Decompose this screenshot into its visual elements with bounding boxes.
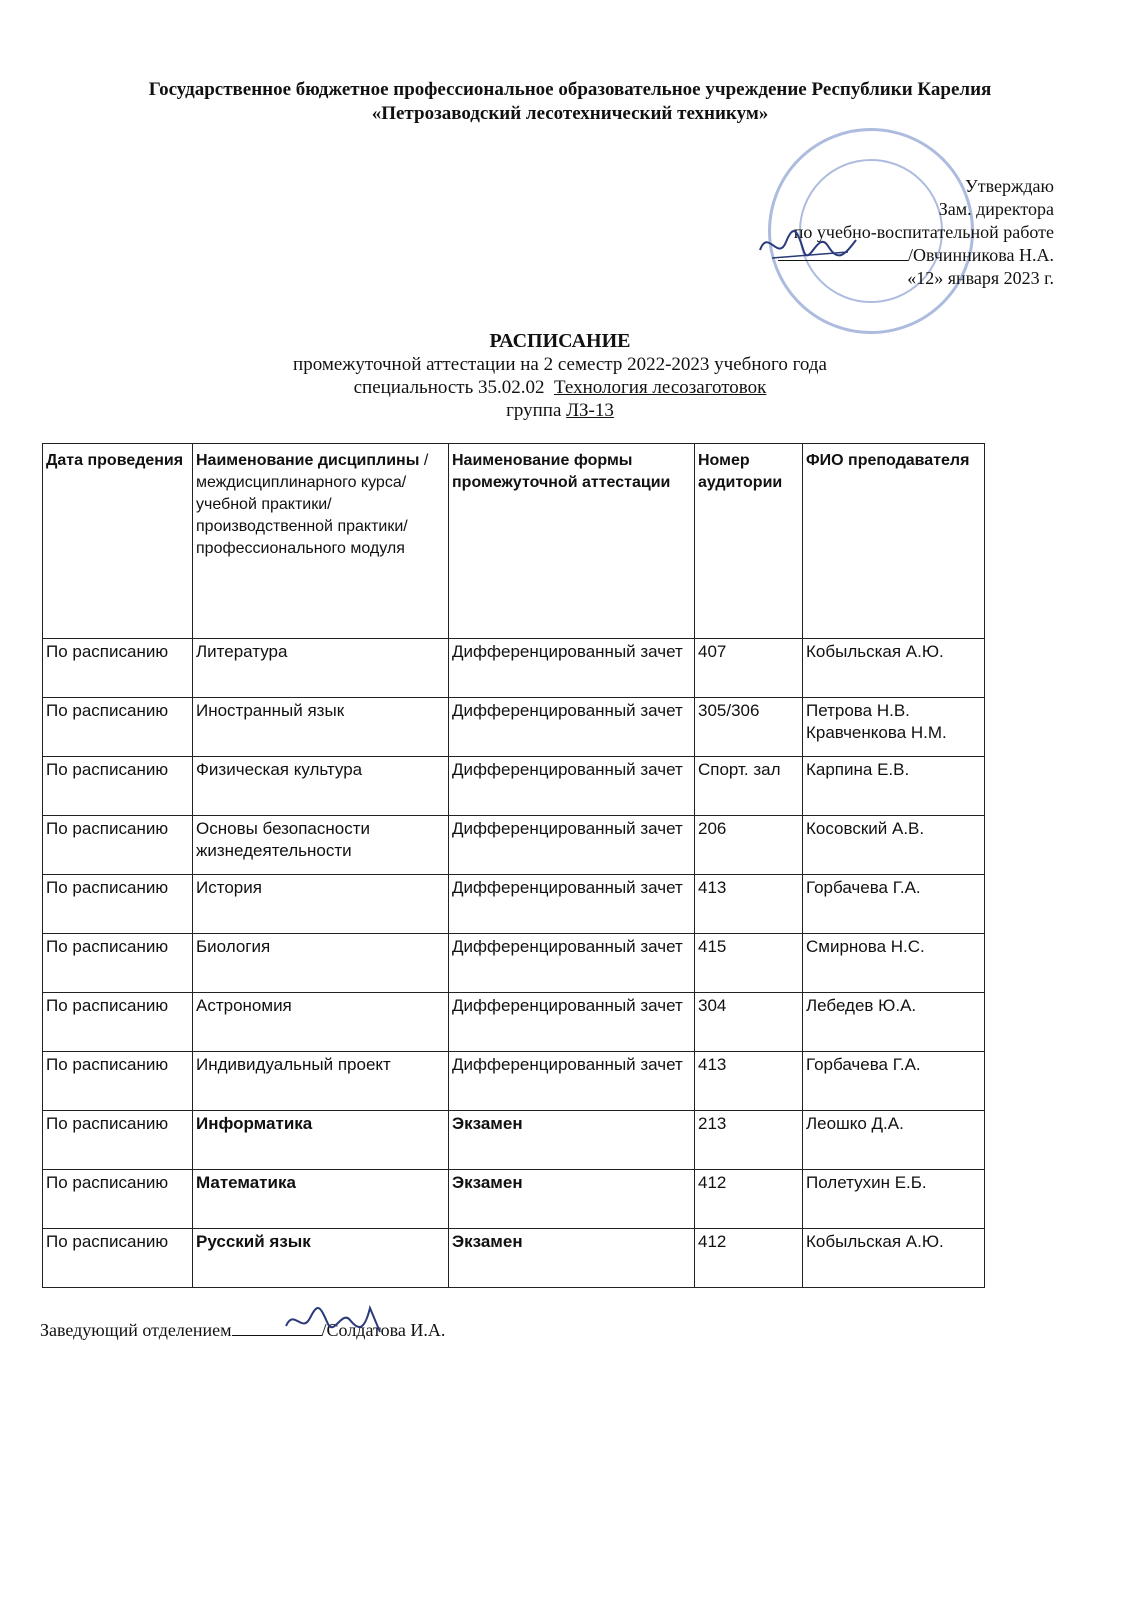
cell-date: По расписанию <box>43 698 193 757</box>
cell-teacher: Леошко Д.А. <box>803 1111 985 1170</box>
group-name: ЛЗ-13 <box>566 400 614 421</box>
cell-room: 304 <box>695 993 803 1052</box>
header-teacher: ФИО преподавателя <box>803 444 985 639</box>
header-room: Номер аудитории <box>695 444 803 639</box>
cell-teacher: Кобыльская А.Ю. <box>803 1229 985 1288</box>
cell-date: По расписанию <box>43 757 193 816</box>
cell-teacher: Полетухин Е.Б. <box>803 1170 985 1229</box>
table-row <box>43 1052 985 1111</box>
table-header-row <box>43 444 985 639</box>
footer-name: /Солдатова И.А. <box>321 1320 446 1340</box>
cell-discipline: История <box>193 875 449 934</box>
cell-teacher: Горбачева Г.А. <box>803 875 985 934</box>
cell-discipline: Математика <box>193 1170 449 1229</box>
cell-form: Экзамен <box>449 1111 695 1170</box>
cell-teacher: Петрова Н.В. Кравченкова Н.М. <box>803 698 985 757</box>
cell-form: Экзамен <box>449 1170 695 1229</box>
cell-teacher: Косовский А.В. <box>803 816 985 875</box>
table-row <box>43 757 985 816</box>
document-title-block <box>60 330 1060 422</box>
approval-date: «12» января 2023 г. <box>907 268 1054 288</box>
cell-teacher: Кобыльская А.Ю. <box>803 639 985 698</box>
cell-teacher: Лебедев Ю.А. <box>803 993 985 1052</box>
header-form: Наименование формы промежуточной аттестации <box>449 444 695 639</box>
approval-position: Зам. директора <box>938 199 1054 219</box>
table-row <box>43 1229 985 1288</box>
cell-form: Дифференцированный зачет <box>449 698 695 757</box>
schedule-table <box>42 443 985 1288</box>
group-prefix: группа <box>506 400 562 421</box>
cell-form: Экзамен <box>449 1229 695 1288</box>
approval-name: /Овчинникова Н.А. <box>908 245 1054 265</box>
cell-date: По расписанию <box>43 816 193 875</box>
cell-teacher: Смирнова Н.С. <box>803 934 985 993</box>
table-row <box>43 698 985 757</box>
cell-discipline: Индивидуальный проект <box>193 1052 449 1111</box>
cell-room: 413 <box>695 875 803 934</box>
document-title: РАСПИСАНИЕ <box>489 330 631 352</box>
cell-discipline: Русский язык <box>193 1229 449 1288</box>
cell-date: По расписанию <box>43 1052 193 1111</box>
header-discipline-title: Наименование дисциплины <box>196 452 420 469</box>
approval-approve: Утверждаю <box>964 176 1054 196</box>
table-row <box>43 1170 985 1229</box>
cell-room: 213 <box>695 1111 803 1170</box>
cell-form: Дифференцированный зачет <box>449 934 695 993</box>
cell-room: Спорт. зал <box>695 757 803 816</box>
cell-discipline: Информатика <box>193 1111 449 1170</box>
header-discipline-detail: /междисциплинарного курса/учебной практики/производственной практики/профессионального модуля <box>196 452 429 557</box>
cell-discipline: Физическая культура <box>193 757 449 816</box>
institution-header <box>40 78 1100 126</box>
cell-discipline: Литература <box>193 639 449 698</box>
table-row <box>43 1111 985 1170</box>
cell-date: По расписанию <box>43 934 193 993</box>
cell-date: По расписанию <box>43 639 193 698</box>
group-line <box>60 399 1060 422</box>
table-row <box>43 934 985 993</box>
table-row <box>43 816 985 875</box>
cell-form: Дифференцированный зачет <box>449 875 695 934</box>
cell-form: Дифференцированный зачет <box>449 816 695 875</box>
cell-date: По расписанию <box>43 1170 193 1229</box>
cell-room: 206 <box>695 816 803 875</box>
cell-teacher: Карпина Е.В. <box>803 757 985 816</box>
specialty-line <box>60 376 1060 399</box>
institution-name: Государственное бюджетное профессиональное образовательное учреждение Республики Карелия <box>148 79 992 100</box>
institution-subname: «Петрозаводский лесотехнический техникум» <box>371 103 769 124</box>
cell-room: 412 <box>695 1170 803 1229</box>
footer-label: Заведующий отделением <box>40 1320 232 1340</box>
table-row <box>43 639 985 698</box>
cell-room: 413 <box>695 1052 803 1111</box>
cell-date: По расписанию <box>43 875 193 934</box>
cell-form: Дифференцированный зачет <box>449 993 695 1052</box>
cell-date: По расписанию <box>43 993 193 1052</box>
footer-signature <box>280 1296 390 1342</box>
cell-discipline: Астрономия <box>193 993 449 1052</box>
table-row <box>43 875 985 934</box>
header-date: Дата проведения <box>43 444 193 639</box>
cell-teacher: Горбачева Г.А. <box>803 1052 985 1111</box>
specialty-prefix: специальность 35.02.02 <box>353 377 545 398</box>
cell-form: Дифференцированный зачет <box>449 1052 695 1111</box>
header-discipline <box>193 444 449 639</box>
specialty-name: Технология лесозаготовок <box>554 377 767 398</box>
cell-discipline: Основы безопасности жизнедеятельности <box>193 816 449 875</box>
cell-room: 305/306 <box>695 698 803 757</box>
cell-room: 407 <box>695 639 803 698</box>
cell-date: По расписанию <box>43 1111 193 1170</box>
approval-signature <box>752 222 862 272</box>
cell-form: Дифференцированный зачет <box>449 757 695 816</box>
document-subtitle: промежуточной аттестации на 2 семестр 2022-2023 учебного года <box>293 354 827 375</box>
cell-date: По расписанию <box>43 1229 193 1288</box>
approval-department: по учебно-воспитательной работе <box>793 222 1054 242</box>
cell-discipline: Биология <box>193 934 449 993</box>
cell-discipline: Иностранный язык <box>193 698 449 757</box>
cell-room: 415 <box>695 934 803 993</box>
table-row <box>43 993 985 1052</box>
cell-room: 412 <box>695 1229 803 1288</box>
cell-form: Дифференцированный зачет <box>449 639 695 698</box>
